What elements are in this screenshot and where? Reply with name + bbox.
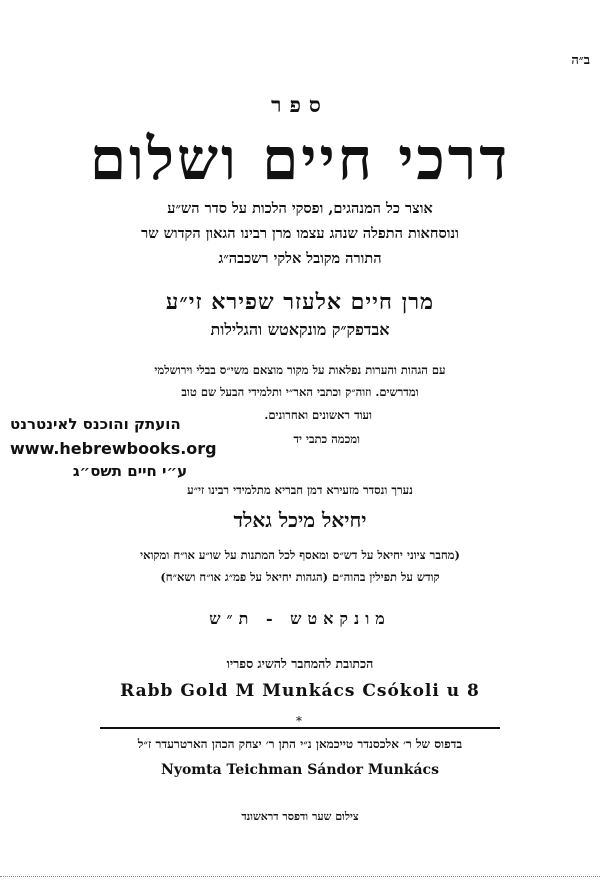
printer-latin: Nyomta Teichman Sándor Munkács [161, 762, 439, 778]
sources-line-3: ועוד ראשונים ואחרונים. [264, 408, 372, 422]
sources-line-1: עם הגהות והערות נפלאות על מקור מוצאם משי״ס בבלי וירושלמי [154, 363, 446, 377]
divider-rule [100, 727, 500, 729]
description-line-2: ונוסחאות התפלה שנהג עצמו מרן רבינו הגאון הקדוש שר [141, 225, 459, 242]
editor-name: יחיאל מיכל גאלד [233, 508, 367, 532]
asterisk-mark: * [296, 714, 302, 728]
hebrewbooks-stamp [10, 415, 250, 480]
other-works-line-1: (מחבר ציוני יחיאל על דש״ס ומאסף לכל המתנות על שו״ע או״ח ומקואי [140, 548, 460, 562]
author-name: מרן חיים אלעזר שפירא זי״ע [165, 289, 435, 315]
scan-edge-divider [0, 876, 600, 877]
description-line-3: התורה מקובל אלקי רשכבה״ג [218, 250, 382, 267]
stamp-url: www.hebrewbooks.org [10, 439, 217, 458]
author-title: אבדפק״ק מונקאטש והגלילות [210, 320, 390, 339]
photo-note: צילום שער ודפסר דראשונד [241, 810, 359, 823]
stamp-line-1: הועתק והוכנס לאינטרנט [10, 415, 181, 433]
place-year: מונקאטש - ת״ש [209, 609, 391, 628]
redacted-by: נערך ונסדר מזעירא דמן חבריא מתלמידי רבינו זי״ע [187, 483, 413, 497]
sefer-label: ספר [271, 92, 329, 117]
other-works-line-2: קודש על תפילין בהוה״ם (הגהות יחיאל על פמ״ג או״ח ושא״ח) [160, 570, 440, 584]
sources-line-4: ומכמה כתבי יד [293, 432, 360, 446]
author-address: Rabb Gold M Munkács Csókoli u 8 [120, 681, 480, 701]
book-title: דרכי חיים ושלום [89, 125, 511, 193]
corner-mark: ב״ה [571, 53, 590, 68]
address-label: הכתובת להמחבר להשיג ספריו [226, 656, 374, 671]
stamp-line-3: ע״י חיים תשס״ג [72, 462, 188, 480]
description-line-1: אוצר כל המנהגים, ופסקי הלכות על סדר הש״ע [167, 200, 433, 217]
printer-hebrew: בדפוס של ר׳ אלכסנדר טייכמאן נ״י התן ר׳ יצחק הכהן הארטרעדר ז״ל [137, 737, 463, 751]
sources-line-2: ומדרשים. וזוה״ק וכתבי האר״י ותלמידי הבעל שם טוב [181, 385, 419, 399]
